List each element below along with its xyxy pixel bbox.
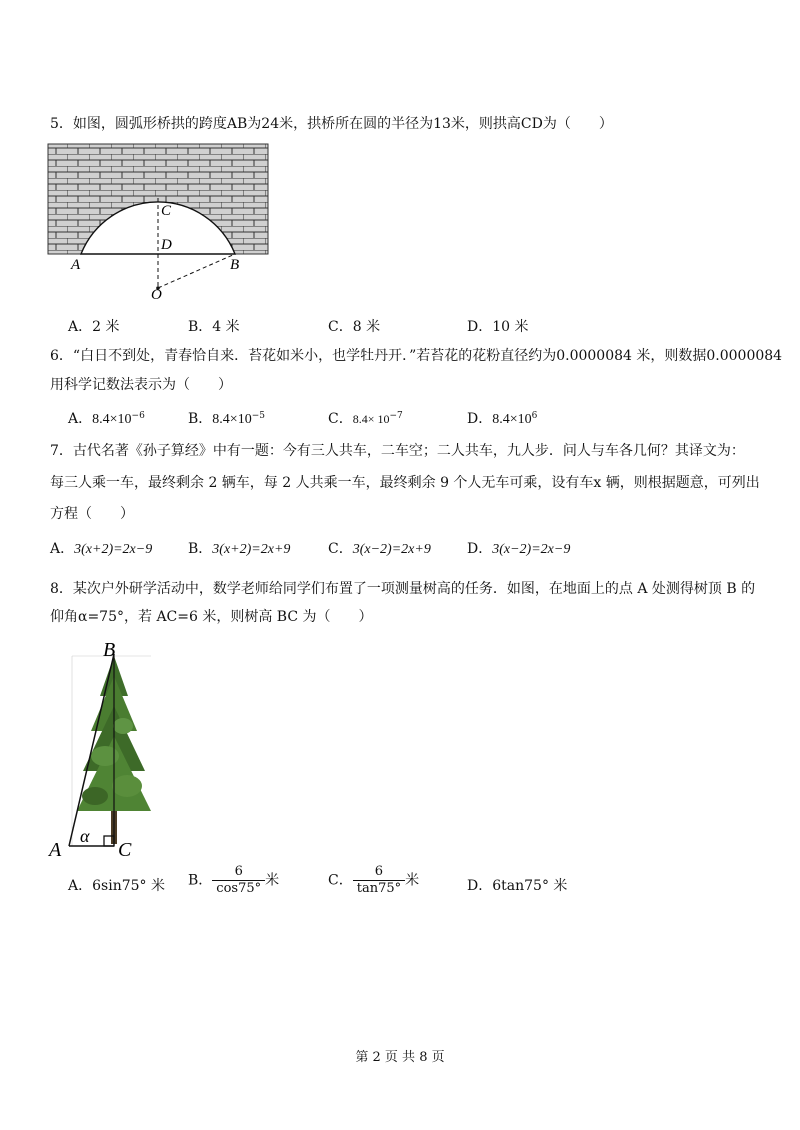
label-b: B xyxy=(103,639,116,661)
label-c: C xyxy=(161,203,172,219)
q8-option-c: C． $\frac{6}{\tan 75^\circ}$ 米 xyxy=(328,864,420,896)
q5-option-c: C．8 米 xyxy=(328,319,381,335)
q8-stem-line2: 仰角α=75°，若 AC=6 米，则树高 BC 为（ ） xyxy=(50,609,373,625)
q6-option-d: D．$8.4\times 10^6$ xyxy=(467,411,538,427)
q7-option-c: C．3(x−2)=2x+9 xyxy=(328,541,431,557)
q5-option-a: A．2 米 xyxy=(68,319,120,335)
label-c: C xyxy=(118,839,132,861)
q6-stem-line2: 用科学记数法表示为（ ） xyxy=(50,377,232,393)
q7-option-a: A．3(x+2)=2x−9 xyxy=(50,541,153,557)
label-b: B xyxy=(230,257,240,273)
radius-ob-line xyxy=(158,254,235,288)
q8-option-a: A．6sin75° 米 xyxy=(68,878,165,894)
label-a: A xyxy=(71,257,81,273)
q6-option-c: C．$8.4\times 10^{-7}$ xyxy=(328,411,403,427)
q6-option-a: A．$8.4\times 10^{-6}$ xyxy=(68,411,145,427)
label-d: D xyxy=(161,237,172,253)
q8-option-d: D．6tan75° 米 xyxy=(467,878,568,894)
page-footer: 第 2 页 共 8 页 xyxy=(355,1050,445,1065)
label-a: A xyxy=(49,839,62,861)
q6-option-b: B．$8.4\times 10^{-5}$ xyxy=(188,411,265,427)
q5-option-d: D．10 米 xyxy=(467,319,529,335)
q5-bridge-figure xyxy=(45,142,275,302)
label-o: O xyxy=(151,287,162,302)
q7-stem-line3: 方程（ ） xyxy=(50,506,134,522)
q7-stem-line1: 7．古代名著《孙子算经》中有一题：今有三人共车，二车空；二人共车，九人步．问人与车各几何？其译文为： xyxy=(50,443,745,459)
q7-stem-line2: 每三人乘一车，最终剩余 2 辆车，每 2 人共乘一车，最终剩余 9 个人无车可乘，设有车x 辆，则根据题意，可列出 xyxy=(50,475,760,491)
q8-stem-line1: 8．某次户外研学活动中，数学老师给同学们布置了一项测量树高的任务．如图，在地面上的点 A 处测得树顶 B 的 xyxy=(50,581,756,597)
q5-option-b: B．4 米 xyxy=(188,319,240,335)
label-alpha: α xyxy=(80,826,90,846)
q7-option-d: D．3(x−2)=2x−9 xyxy=(467,541,571,557)
q6-stem-line1: 6．“白日不到处，青春恰自来．苔花如米小，也学牡丹开．”若苔花的花粉直径约为0.0000084 米，则数据0.0000084 xyxy=(50,348,783,364)
q7-option-b: B．3(x+2)=2x+9 xyxy=(188,541,291,557)
q8-option-b: B． $\frac{6}{\cos 75^\circ}$ 米 xyxy=(188,864,280,896)
q5-stem: 5．如图，圆弧形桥拱的跨度AB为24米，拱桥所在圆的半径为13米，则拱高CD为（ ） xyxy=(50,116,613,132)
q8-tree-figure xyxy=(45,636,165,864)
